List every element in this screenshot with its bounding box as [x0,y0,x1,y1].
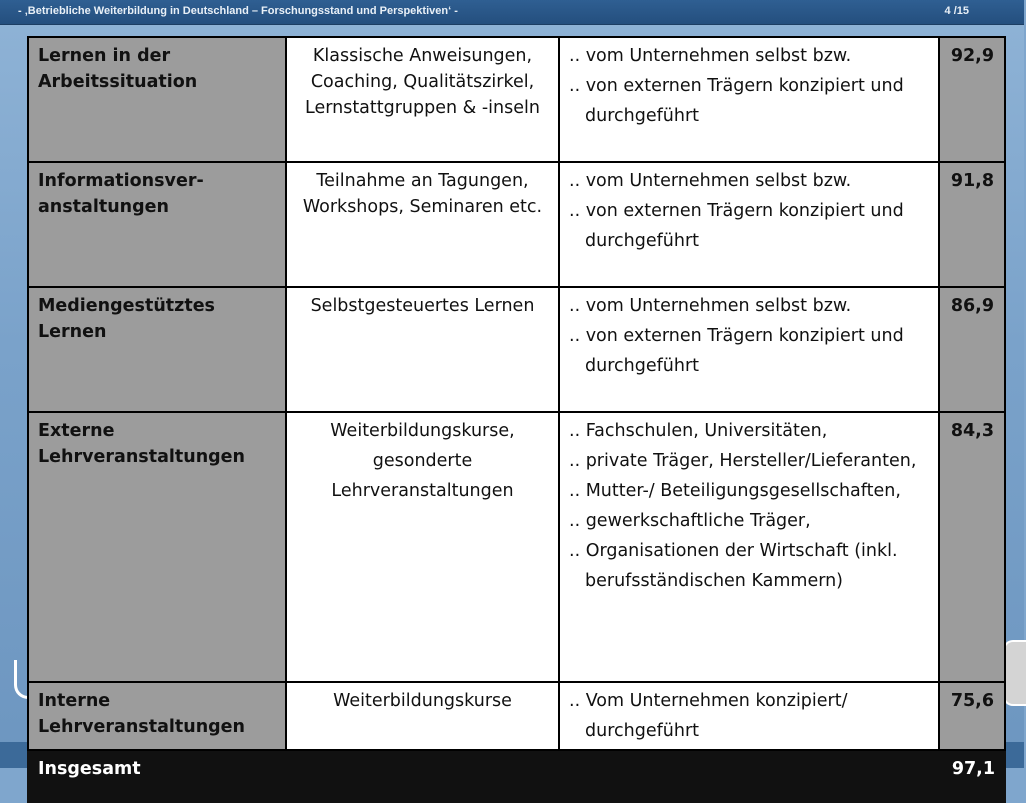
percentage-cell: 91,8 [939,162,1005,287]
header-bar [0,0,1024,25]
organizer-cell [559,412,939,682]
organizer-line: durchgeführt [585,721,699,741]
organizer-line: .. private Träger, Hersteller/Lieferanten, [569,451,917,471]
side-tab-decoration [1003,640,1026,706]
form-line: gesonderte [372,451,473,471]
form-cell: Weiterbildungskurse [286,682,559,750]
form-line: Weiterbildungskurse, [330,421,515,441]
total-value: 97,1 [939,750,1005,802]
organizer-line: .. Vom Unternehmen konzipiert/ [569,691,848,711]
organizer-line: .. vom Unternehmen selbst bzw. [569,296,852,316]
form-cell: Teilnahme an Tagungen, Workshops, Seminaren etc. [286,162,559,287]
table-row [28,37,1005,162]
organizer-cell [559,162,939,287]
organizer-line: .. von externen Trägern konzipiert und [569,76,904,96]
organizer-cell [559,37,939,162]
organizer-line: durchgeführt [585,356,699,376]
percentage-cell: 86,9 [939,287,1005,412]
form-cell: Selbstgesteuertes Lernen [286,287,559,412]
organizer-cell [559,287,939,412]
organizer-line: berufsständischen Kammern) [585,571,844,591]
organizer-line: .. vom Unternehmen selbst bzw. [569,171,852,191]
category-cell: Interne Lehrveranstaltungen [28,682,286,750]
organizer-cell [559,682,939,750]
percentage-cell: 75,6 [939,682,1005,750]
organizer-line: durchgeführt [585,231,699,251]
form-line: Lehrveranstaltungen [331,481,514,501]
organizer-line: .. Fachschulen, Universitäten, [569,421,828,441]
organizer-line: .. vom Unternehmen selbst bzw. [569,46,852,66]
percentage-cell: 84,3 [939,412,1005,682]
table-row [28,287,1005,412]
page-number: 4 /15 [944,5,969,17]
category-cell: Externe Lehrveranstaltungen [28,412,286,682]
presentation-title: - ‚Betriebliche Weiterbildung in Deutschland – Forschungsstand und Perspektiven‘ - [18,5,458,17]
organizer-line: .. gewerkschaftliche Träger, [569,511,811,531]
category-cell: Mediengestütztes Lernen [28,287,286,412]
category-cell: Lernen in der Arbeitssituation [28,37,286,162]
organizer-line: .. von externen Trägern konzipiert und [569,201,904,221]
organizer-line: durchgeführt [585,106,699,126]
category-cell: Informationsver-anstaltungen [28,162,286,287]
percentage-cell: 92,9 [939,37,1005,162]
organizer-line: .. Mutter-/ Beteiligungsgesellschaften, [569,481,901,501]
table-row [28,162,1005,287]
weiterbildung-table [27,36,1004,779]
organizer-line: .. von externen Trägern konzipiert und [569,326,904,346]
form-cell [286,412,559,682]
form-cell: Klassische Anweisungen, Coaching, Qualitätszirkel, Lernstattgruppen & -inseln [286,37,559,162]
table-row [28,682,1005,750]
table-row [28,412,1005,682]
organizer-line: .. Organisationen der Wirtschaft (inkl. [569,541,898,561]
total-label: Insgesamt [28,750,939,802]
total-row [28,750,1005,802]
